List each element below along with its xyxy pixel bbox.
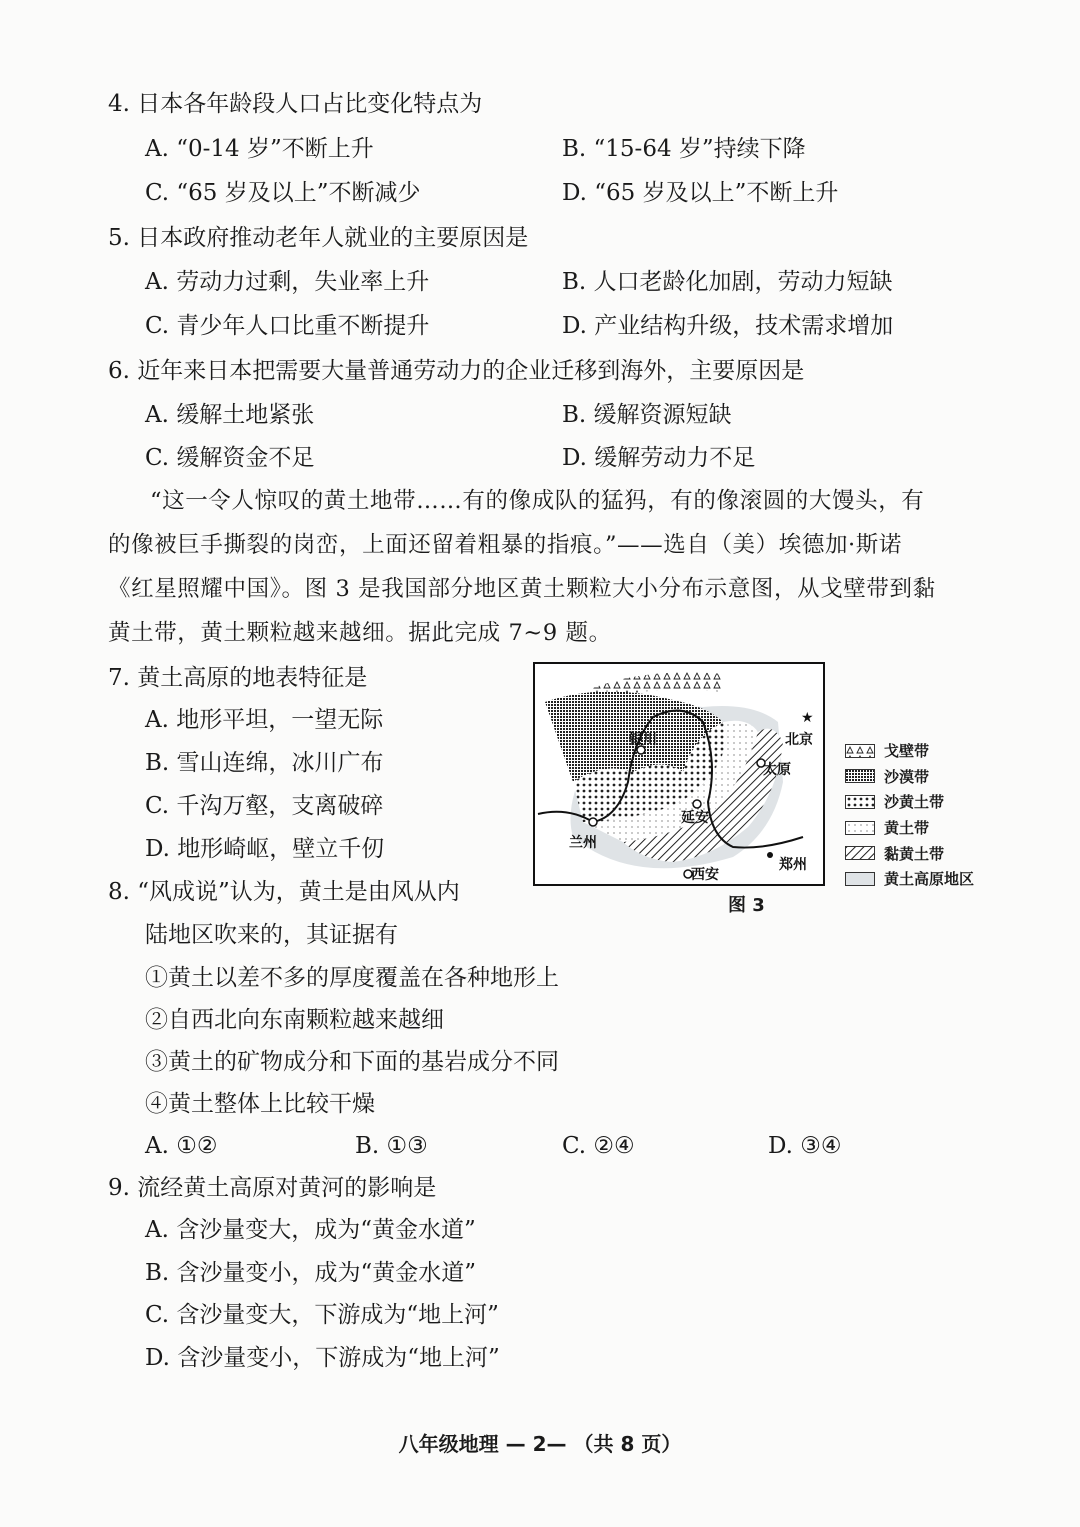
city-label-xian: 西安 (691, 867, 719, 883)
q7-option-a: A. 地形平坦，一望无际 (145, 707, 384, 733)
figure-caption: 图 3 (728, 895, 765, 916)
q8-option-c: C. ②④ (562, 1133, 635, 1159)
q5-stem: 5. 日本政府推动老年人就业的主要原因是 (108, 225, 529, 251)
legend-item-plateau (845, 866, 974, 892)
legend-label: 沙黄土带 (884, 793, 945, 812)
q4-option-d: D. “65 岁及以上”不断上升 (562, 180, 839, 206)
city-label-taiyuan: 太原 (763, 762, 791, 778)
city-label-yanan: 延安 (681, 810, 709, 826)
passage-line-4: 黄土带，黄土颗粒越来越细。据此完成 7~9 题。 (108, 620, 612, 646)
q8-item-3: ③黄土的矿物成分和下面的基岩成分不同 (145, 1049, 559, 1075)
city-marker-yanan (693, 800, 701, 808)
q6-option-d: D. 缓解劳动力不足 (562, 445, 756, 471)
desert-swatch-icon (845, 769, 875, 783)
q8-item-1: ①黄土以差不多的厚度覆盖在各种地形上 (145, 965, 559, 991)
loess-swatch-icon (845, 821, 875, 835)
map-legend (845, 738, 974, 892)
q5-option-b: B. 人口老龄化加剧，劳动力短缺 (562, 269, 893, 295)
page-footer: 八年级地理 — 2— （共 8 页） (398, 1432, 682, 1456)
city-label-lanzhou: 兰州 (569, 835, 597, 851)
q4-option-c: C. “65 岁及以上”不断减少 (145, 180, 421, 206)
q6-option-a: A. 缓解土地紧张 (145, 402, 315, 428)
q8-option-a: A. ①② (145, 1133, 218, 1159)
q6-option-c: C. 缓解资金不足 (145, 445, 315, 471)
city-marker-zhengzhou (767, 852, 773, 858)
gobi-swatch-icon (845, 744, 875, 758)
q8-item-4: ④黄土整体上比较干燥 (145, 1091, 375, 1117)
q8-option-d: D. ③④ (768, 1133, 842, 1159)
beijing-star-icon: ★ (801, 710, 814, 726)
q6-option-b: B. 缓解资源短缺 (562, 402, 732, 428)
legend-label: 黄土带 (884, 819, 930, 838)
q8-stem-line-1: 8. “风成说”认为，黄土是由风从内 (108, 879, 460, 905)
q4-option-a: A. “0-14 岁”不断上升 (145, 136, 374, 162)
loess-distribution-map (533, 662, 825, 886)
q7-option-b: B. 雪山连绵，冰川广布 (145, 750, 384, 776)
q9-stem: 9. 流经黄土高原对黄河的影响是 (108, 1175, 437, 1201)
city-label-yinchuan: 银川 (629, 732, 657, 748)
q9-option-b: B. 含沙量变小，成为“黄金水道” (145, 1260, 477, 1286)
q8-stem-line-2: 陆地区吹来的，其证据有 (145, 922, 398, 948)
q9-option-c: C. 含沙量变大，下游成为“地上河” (145, 1302, 499, 1328)
plateau-swatch-icon (845, 872, 875, 886)
city-label-zhengzhou: 郑州 (779, 857, 807, 873)
q5-option-c: C. 青少年人口比重不断提升 (145, 313, 430, 339)
q8-item-2: ②自西北向东南颗粒越来越细 (145, 1007, 444, 1033)
q8-option-b: B. ①③ (355, 1133, 428, 1159)
clay-loess-swatch-icon (845, 846, 875, 860)
q7-option-c: C. 千沟万壑，支离破碎 (145, 793, 384, 819)
q6-stem: 6. 近年来日本把需要大量普通劳动力的企业迁移到海外，主要原因是 (108, 358, 805, 384)
legend-label: 黄土高原地区 (884, 870, 975, 889)
passage-line-2: 的像被巨手撕裂的岗峦，上面还留着粗暴的指痕。”——选自（美）埃德加·斯诺 (108, 532, 903, 558)
legend-label: 黏黄土带 (884, 844, 945, 863)
q5-option-d: D. 产业结构升级，技术需求增加 (562, 313, 894, 339)
q7-option-d: D. 地形崎岖，壁立千仞 (145, 836, 385, 862)
sandy-loess-swatch-icon (845, 795, 875, 809)
legend-item-gobi (845, 738, 974, 764)
q4-stem: 4. 日本各年龄段人口占比变化特点为 (108, 91, 483, 117)
q5-option-a: A. 劳动力过剩，失业率上升 (145, 269, 430, 295)
legend-item-loess (845, 815, 974, 841)
q4-option-b: B. “15-64 岁”持续下降 (562, 136, 806, 162)
legend-label: 戈壁带 (884, 742, 930, 761)
legend-item-clay-loess (845, 840, 974, 866)
city-label-beijing: 北京 (785, 732, 813, 748)
passage-line-1: “这一令人惊叹的黄土地带……有的像成队的猛犸，有的像滚圆的大馒头，有 (150, 488, 925, 514)
legend-item-desert (845, 764, 974, 790)
legend-item-sandy-loess (845, 789, 974, 815)
city-marker-lanzhou (589, 818, 597, 826)
q9-option-d: D. 含沙量变小，下游成为“地上河” (145, 1345, 500, 1371)
q9-option-a: A. 含沙量变大，成为“黄金水道” (145, 1217, 476, 1243)
passage-line-3: 《红星照耀中国》。图 3 是我国部分地区黄土颗粒大小分布示意图，从戈壁带到黏 (108, 576, 936, 602)
legend-label: 沙漠带 (884, 767, 930, 786)
q7-stem: 7. 黄土高原的地表特征是 (108, 665, 368, 691)
